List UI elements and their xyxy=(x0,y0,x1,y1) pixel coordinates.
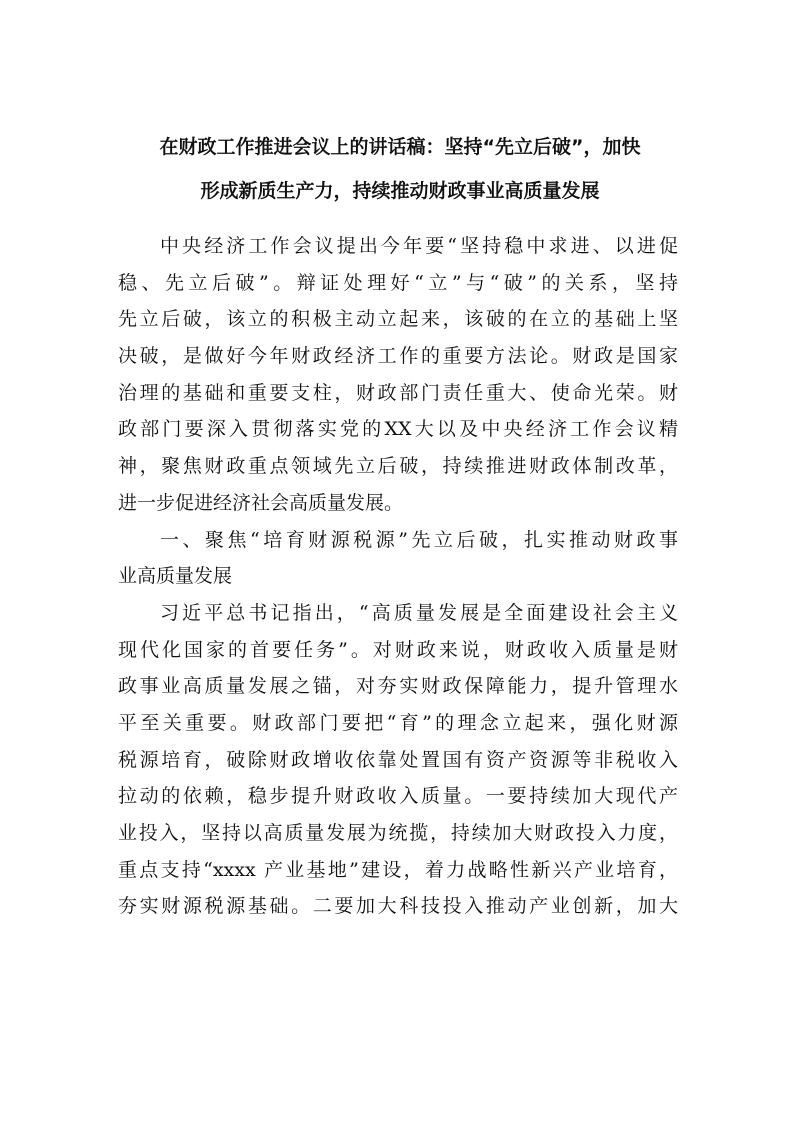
body-line: 拉动的依赖，稳步提升财政收入质量。一要持续加大现代产 xyxy=(118,785,678,808)
body-line: 习近平总书记指出，“高质量发展是全面建设社会主义 xyxy=(160,601,678,624)
body-line: 神，聚焦财政重点领域先立后破，持续推进财政体制改革， xyxy=(118,455,678,478)
body-line: 稳、先立后破”。辩证处理好“立”与“破”的关系，坚持 xyxy=(118,271,678,294)
section-heading-line: 一、聚焦“培育财源税源”先立后破，扎实推动财政事 xyxy=(160,528,678,551)
document-title-line-1: 在财政工作推进会议上的讲话稿：坚持“先立后破”，加快 xyxy=(159,136,641,158)
document-body xyxy=(118,228,678,925)
body-line: 治理的基础和重要支柱，财政部门责任重大、使命光荣。财 xyxy=(118,381,678,404)
document-title-line-2: 形成新质生产力，持续推动财政事业高质量发展 xyxy=(200,180,600,202)
body-line: 中央经济工作会议提出今年要“坚持稳中求进、以进促 xyxy=(160,235,678,257)
body-line: 决破，是做好今年财政经济工作的重要方法论。财政是国家 xyxy=(118,345,678,368)
body-line: 现代化国家的首要任务”。对财政来说，财政收入质量是财 xyxy=(118,638,678,661)
body-line: 进一步促进经济社会高质量发展。 xyxy=(118,491,404,514)
body-line: 重点支持“xxxx 产业基地”建设，着力战略性新兴产业培育， xyxy=(118,858,678,881)
body-line: 政部门要深入贯彻落实党的XX大以及中央经济工作会议精 xyxy=(118,418,678,441)
body-line: 夯实财源税源基础。二要加大科技投入推动产业创新，加大 xyxy=(118,895,678,918)
body-line: 税源培育，破除财政增收依靠处置国有资产资源等非税收入 xyxy=(118,748,678,771)
body-line: 业投入，坚持以高质量发展为统揽，持续加大财政投入力度， xyxy=(118,822,678,844)
body-line: 政事业高质量发展之锚，对夯实财政保障能力，提升管理水 xyxy=(118,675,678,698)
section-heading-line: 业高质量发展 xyxy=(118,565,233,588)
body-line: 先立后破，该立的积极主动立起来，该破的在立的基础上坚 xyxy=(118,308,678,331)
body-line: 平至关重要。财政部门要把“育”的理念立起来，强化财源 xyxy=(118,711,678,734)
